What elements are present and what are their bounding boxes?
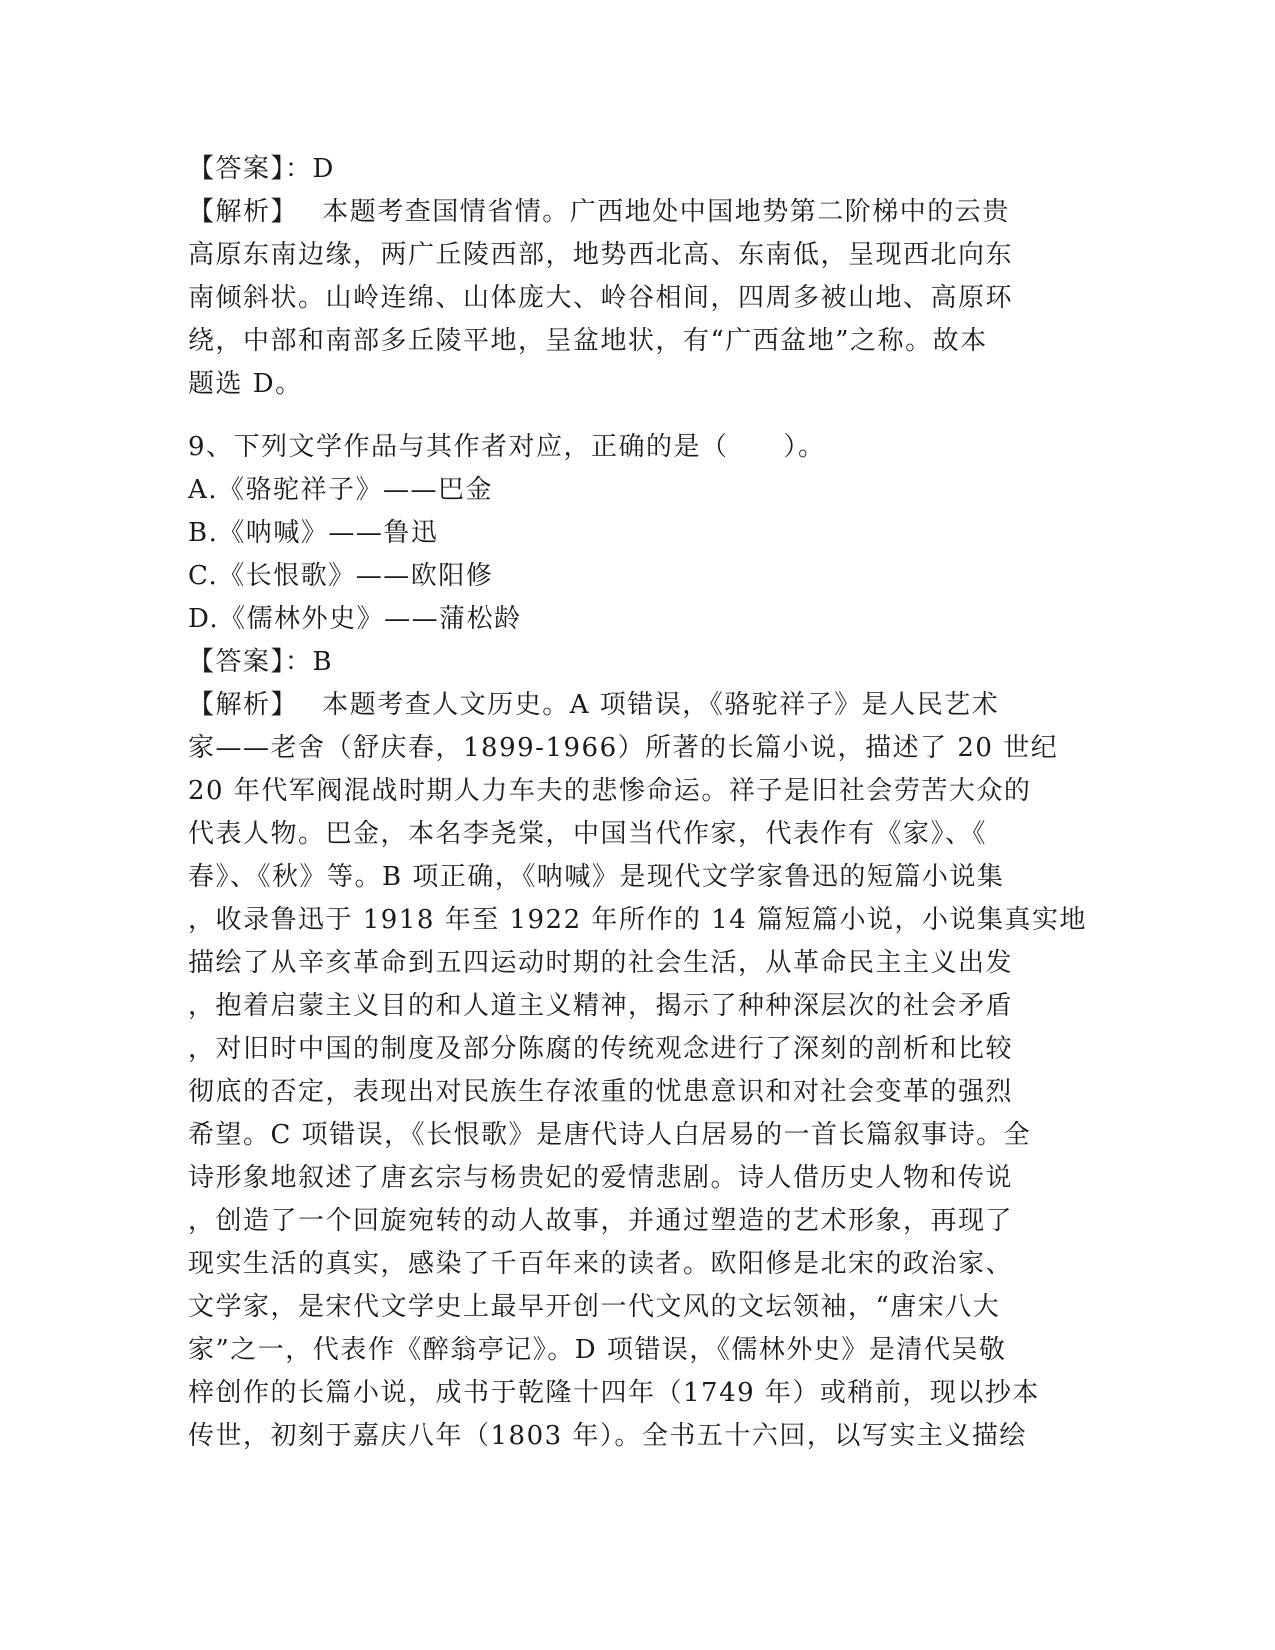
analysis-line: ，收录鲁迅于 1918 年至 1922 年所作的 14 篇短篇小说，小说集真实地 [188, 905, 1088, 935]
option-b: B.《呐喊》——鲁迅 [188, 518, 439, 548]
analysis-line: 代表人物。巴金，本名李尧棠，中国当代作家，代表作有《家》、《 [188, 819, 988, 849]
prev-analysis-line: 【解析】 本题考查国情省情。广西地处中国地势第二阶梯中的云贵 [188, 197, 1010, 227]
analysis-line: 梓创作的长篇小说，成书于乾隆十四年（1749 年）或稍前，现以抄本 [188, 1378, 1040, 1408]
section-gap [188, 406, 1088, 426]
analysis-line: 家——老舍（舒庆春，1899-1966）所著的长篇小说，描述了 20 世纪 [188, 733, 1059, 763]
analysis-block [188, 684, 1088, 1458]
prev-analysis-block [188, 191, 1088, 406]
document-content [188, 148, 1088, 1458]
option-d: D.《儒林外史》——蒲松龄 [188, 604, 522, 634]
prev-answer-line: 【答案】：D [188, 154, 335, 184]
analysis-line: 文学家，是宋代文学史上最早开创一代文风的文坛领袖，“唐宋八大 [188, 1292, 1001, 1322]
analysis-line: 20 年代军阀混战时期人力车夫的悲惨命运。祥子是旧社会劳苦大众的 [188, 776, 1032, 806]
analysis-line: 彻底的否定，表现出对民族生存浓重的忧患意识和对社会变革的强烈 [188, 1077, 1014, 1107]
prev-analysis-line: 题选 D。 [188, 369, 303, 399]
analysis-line: 春》、《秋》等。B 项正确，《呐喊》是现代文学家鲁迅的短篇小说集 [188, 862, 1005, 892]
question-stem: 9、下列文学作品与其作者对应，正确的是（ ）。 [188, 432, 826, 462]
analysis-line: ，对旧时中国的制度及部分陈腐的传统观念进行了深刻的剖析和比较 [188, 1034, 1014, 1064]
analysis-line: 诗形象地叙述了唐玄宗与杨贵妃的爱情悲剧。诗人借历史人物和传说 [188, 1163, 1014, 1193]
analysis-line: 现实生活的真实，感染了千百年来的读者。欧阳修是北宋的政治家、 [188, 1249, 1014, 1279]
analysis-line: 希望。C 项错误，《长恨歌》是唐代诗人白居易的一首长篇叙事诗。全 [188, 1120, 1032, 1150]
option-c: C.《长恨歌》——欧阳修 [188, 561, 494, 591]
option-a: A.《骆驼祥子》——巴金 [188, 475, 494, 505]
analysis-line: 传世，初刻于嘉庆八年（1803 年）。全书五十六回，以写实主义描绘 [188, 1421, 1027, 1451]
prev-analysis-line: 南倾斜状。山岭连绵、山体庞大、岭谷相间，四周多被山地、高原环 [188, 283, 1014, 313]
analysis-line: ，抱着启蒙主义目的和人道主义精神，揭示了种种深层次的社会矛盾 [188, 991, 1014, 1021]
question-options [188, 469, 1088, 641]
analysis-line: 家”之一，代表作《醉翁亭记》。D 项错误，《儒林外史》是清代吴敬 [188, 1335, 1007, 1365]
analysis-line: 【解析】 本题考查人文历史。A 项错误，《骆驼祥子》是人民艺术 [188, 690, 1000, 720]
prev-analysis-line: 绕，中部和南部多丘陵平地，呈盆地状，有“广西盆地”之称。故本 [188, 326, 988, 356]
answer-line: 【答案】：B [188, 647, 334, 677]
analysis-line: 描绘了从辛亥革命到五四运动时期的社会生活，从革命民主主义出发 [188, 948, 1014, 978]
analysis-line: ，创造了一个回旋宛转的动人故事，并通过塑造的艺术形象，再现了 [188, 1206, 1014, 1236]
prev-analysis-line: 高原东南边缘，两广丘陵西部，地势西北高、东南低，呈现西北向东 [188, 240, 1014, 270]
